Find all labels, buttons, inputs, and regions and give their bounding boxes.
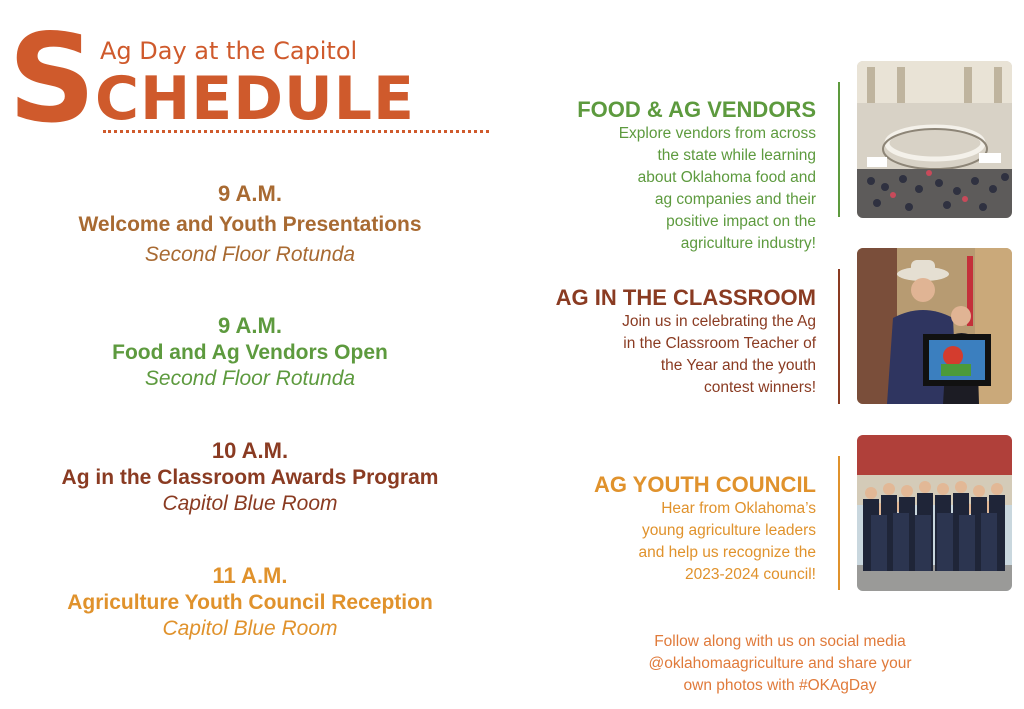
schedule-event: Agriculture Youth Council Reception bbox=[67, 591, 433, 614]
feature-text bbox=[281, 123, 816, 255]
rotunda-vendors-photo bbox=[857, 61, 1012, 218]
schedule-time: 9 A.M. bbox=[218, 313, 282, 338]
feature-text-line: 2023-2024 council! bbox=[685, 566, 816, 583]
feature-text-line: ag companies and their bbox=[654, 191, 816, 208]
feature-text-line: Explore vendors from across bbox=[618, 125, 816, 142]
schedule-time: 10 A.M. bbox=[211, 438, 289, 463]
accent-line-green bbox=[838, 82, 840, 217]
feature-youth-council bbox=[281, 472, 816, 586]
feature-text bbox=[281, 311, 816, 399]
title-initial: S bbox=[8, 8, 94, 150]
page-title: CHEDULE bbox=[95, 64, 415, 134]
footer-line: Follow along with us on social media bbox=[654, 633, 906, 650]
schedule-time: 11 A.M. bbox=[212, 563, 288, 588]
feature-text-line: about Oklahoma food and bbox=[637, 169, 816, 186]
schedule-location: Second Floor Rotunda bbox=[144, 243, 356, 266]
feature-text-line: young agriculture leaders bbox=[641, 522, 816, 539]
youth-council-group-photo bbox=[857, 435, 1012, 591]
social-media-footer bbox=[580, 631, 980, 697]
schedule-location: Capitol Blue Room bbox=[162, 492, 338, 515]
accent-line-maroon bbox=[838, 269, 840, 404]
feature-heading: AG IN THE CLASSROOM bbox=[555, 285, 816, 310]
feature-text-line: positive impact on the bbox=[666, 213, 816, 230]
footer-handle-line: @oklahomaagriculture and share your bbox=[648, 655, 912, 672]
feature-text bbox=[281, 498, 816, 586]
schedule-event: Food and Ag Vendors Open bbox=[112, 341, 388, 364]
footer-hashtag-line: own photos with #OKAgDay bbox=[683, 677, 877, 694]
feature-text-line: the Year and the youth bbox=[660, 357, 816, 374]
feature-text-line: in the Classroom Teacher of bbox=[623, 335, 816, 352]
feature-heading: FOOD & AG VENDORS bbox=[577, 97, 816, 122]
schedule-time: 9 A.M. bbox=[218, 181, 282, 206]
schedule-event: Welcome and Youth Presentations bbox=[78, 213, 422, 236]
schedule-location: Capitol Blue Room bbox=[162, 617, 338, 640]
feature-classroom bbox=[281, 285, 816, 399]
feature-text-line: agriculture industry! bbox=[680, 235, 816, 252]
feature-text-line: Hear from Oklahoma’s bbox=[661, 500, 816, 517]
feature-text-line: the state while learning bbox=[657, 147, 816, 164]
page-subtitle: Ag Day at the Capitol bbox=[100, 37, 358, 65]
schedule-location: Second Floor Rotunda bbox=[144, 367, 356, 390]
feature-vendors bbox=[281, 97, 816, 255]
feature-heading: AG YOUTH COUNCIL bbox=[593, 472, 816, 497]
accent-line-gold bbox=[838, 456, 840, 590]
feature-text-line: Join us in celebrating the Ag bbox=[622, 313, 816, 330]
award-presentation-photo bbox=[857, 248, 1012, 404]
feature-text-line: and help us recognize the bbox=[638, 544, 816, 561]
feature-text-line: contest winners! bbox=[704, 379, 816, 396]
schedule-event: Ag in the Classroom Awards Program bbox=[61, 466, 439, 489]
